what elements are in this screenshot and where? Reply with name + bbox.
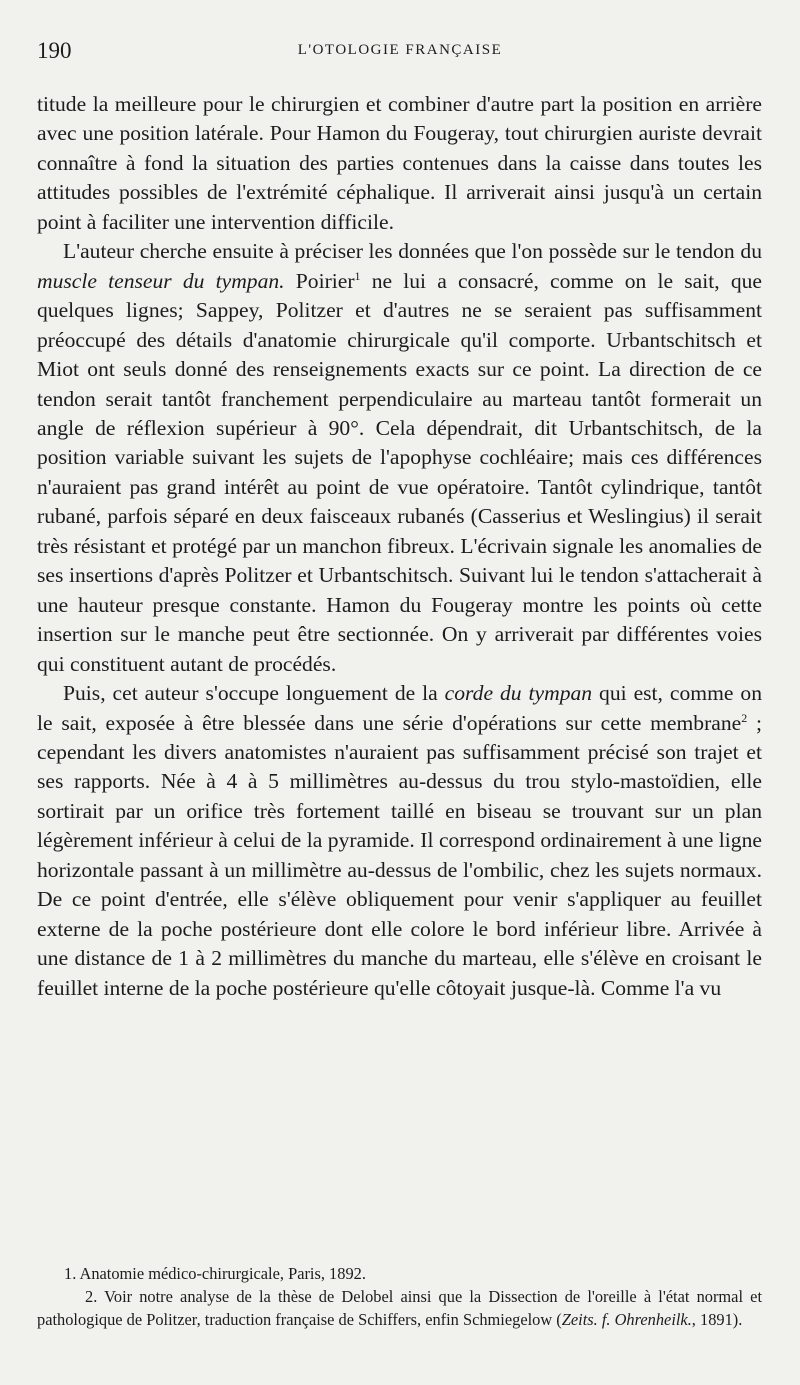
footnote-1: 1. Anatomie médico-chirurgicale, Paris, 1892.	[64, 1264, 366, 1283]
p2-text-a: L'auteur cherche ensuite à préciser les données que l'on possède sur le tendon du	[63, 239, 762, 264]
p2-text-b: Poirier	[284, 268, 355, 293]
running-title: L'OTOLOGIE FRANÇAISE	[297, 42, 503, 58]
footnote-ref-2: 2	[741, 710, 748, 725]
p3-text-c: ; cependant les divers anatomistes n'auraient pas suffisamment précisé son trajet et ses rapports. Née à 4 à 5 millimètres au-dessus du trou stylo-mastoïdien, elle sortirait par un orifice très fortement taillé en biseau se trouvant sur un plan légèrement inférieur à celui de la pyramide. Il correspond ordinairement à une ligne horizontale passant à un millimètre au-dessus de l'ombilic, chez les sujets normaux. De ce point d'entrée, elle s'élève obliquement pour venir s'appliquer au feuillet externe de la poche postérieure dont elle colore le bord inférieur libre. Arrivée à une distance de 1 à 2 millimètres du manche du marteau, elle s'élève en croisant le feuillet interne de la poche postérieure qu'elle côtoyait jusque-là. Comme l'a vu	[37, 710, 762, 1000]
fn2-text-a: 2. Voir notre analyse de la thèse de Delobel ainsi que la Dissection de l'oreille à l'état normal et pathologique de Politzer, traduction française de Schiffers, enfin Schmiegelow (	[37, 1287, 762, 1329]
paragraph-3	[37, 679, 762, 1003]
paragraph-1: titude la meilleure pour le chirurgien et combiner d'autre part la position en arrière avec une position latérale. Pour Hamon du Fougeray, tout chirurgien auriste devrait connaître à fond la situation des parties contenues dans la caisse dans toutes les attitudes possibles de l'extrémité céphalique. Il arriverait ainsi jusqu'à un certain point à faciliter une intervention difficile.	[37, 92, 762, 234]
body-text	[37, 90, 762, 1003]
p2-italic-term: muscle tenseur du tympan.	[37, 268, 285, 293]
paragraph-2	[37, 237, 762, 679]
footnotes	[37, 1262, 762, 1331]
fn2-text-b: , 1891).	[691, 1310, 743, 1329]
page-number: 190	[37, 38, 72, 63]
p2-text-c: ne lui a consacré, comme on le sait, que quelques lignes; Sappey, Politzer et d'autres ne se seraient pas suffisamment préoccupé des détails d'anatomie chirurgicale qu'il comporte. Urbantschitsch et Miot ont seuls donné des renseignements exacts sur ce point. La direction de ce tendon serait tantôt franchement perpendiculaire au marteau tantôt formerait un angle de réflexion supérieur à 90°. Cela dépendrait, dit Urbantschitsch, de la position variable suivant les sujets de l'apophyse cochléaire; mais ces différences n'auraient pas grand intérêt au point de vue opératoire. Tantôt cylindrique, tantôt rubané, parfois séparé en deux faisceaux rubanés (Casserius et Weslingius) il serait très résistant et protégé par un manchon fibreux. L'écrivain signale les anomalies de ses insertions d'après Politzer et Urbantschitsch. Suivant lui le tendon s'attacherait à une hauteur presque constante. Hamon du Fougeray montre les points où cette insertion sur le manche peut être sectionnée. On y arriverait par différentes voies qui constituent autant de procédés.	[37, 268, 762, 676]
footnote-2	[37, 1285, 762, 1331]
fn2-italic-journal: Zeits. f. Ohrenheilk.	[561, 1310, 692, 1329]
p3-text-b: qui est, comme on le sait, exposée à être blessée dans une série d'opérations sur cette membrane	[37, 681, 762, 735]
p3-italic-term: corde du tympan	[444, 681, 593, 706]
footnote-ref-1: 1	[354, 268, 361, 283]
p3-text-a: Puis, cet auteur s'occupe longuement de la	[63, 681, 445, 706]
